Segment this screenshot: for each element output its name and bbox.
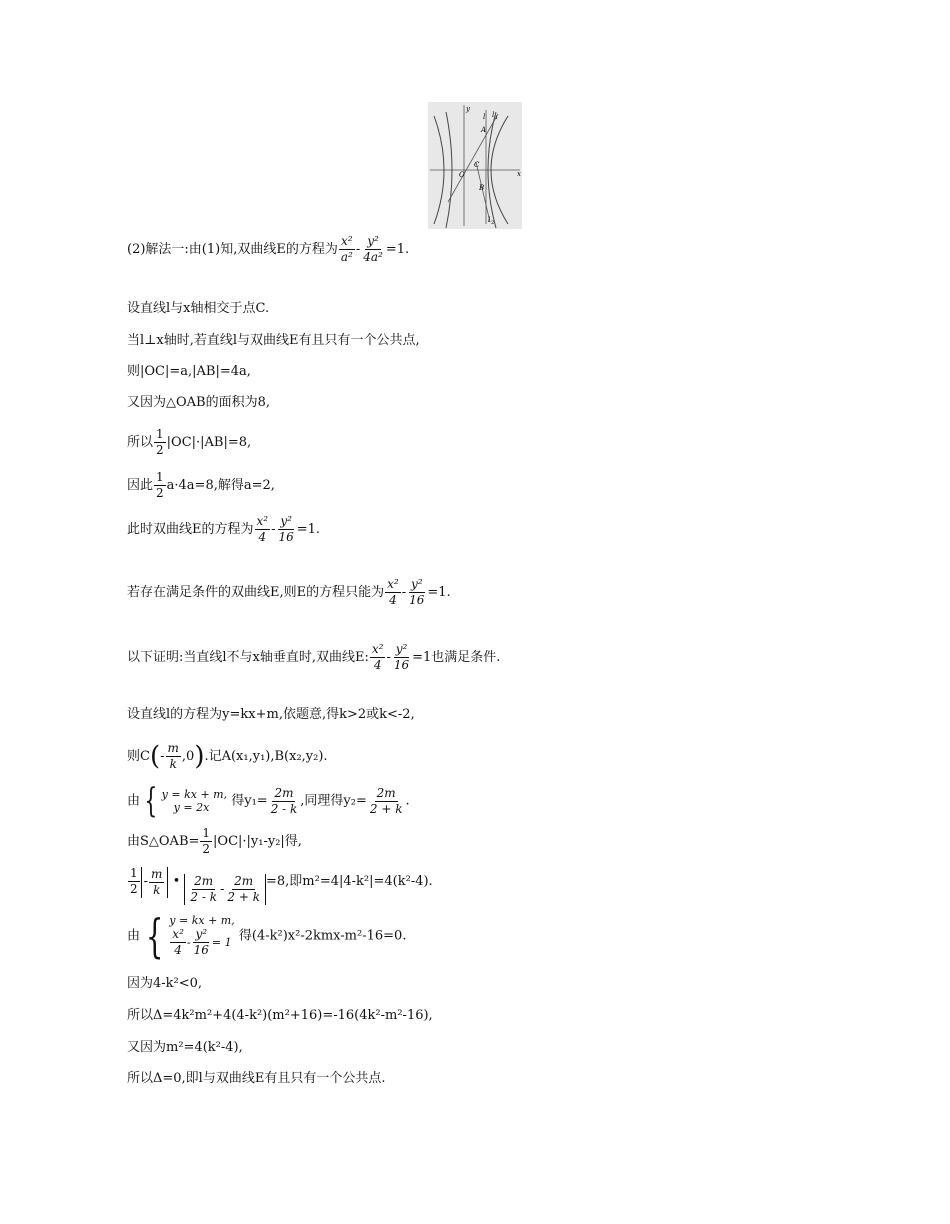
line-3: 当l⊥x轴时,若直线l与双曲线E有且只有一个公共点, [127,333,420,348]
fraction-half: $\frac{1}{2}$ [156,470,164,500]
line-8: 此时双曲线E的方程为 $\frac{\text{x²}}{4}$ - $\frac{\text{y²}}{16}$ =1. [127,514,321,544]
line-7: 因此 $\frac{1}{2}$ a·4a=8,解得a=2, [127,470,275,500]
line-19: 又因为m²=4(k²-4), [127,1040,243,1055]
line-5: 又因为△OAB的面积为8, [127,395,271,410]
label-a: A [481,126,487,134]
asymptote-1 [448,114,498,202]
line-1: (2)解法一:由(1)知,双曲线E的方程为 $\frac{\text{x²}}{\text{a²}}$ - $\frac{\text{y²}}{\text{4a²}}$ =1. [127,234,410,264]
fraction: $\frac{\text{y²}}{\text{4a²}}$ [363,234,383,264]
label-b: B [479,184,485,192]
line-16: 由 { y = kx + m, $\frac{\text{x²}}{4}$ - $\frac{\text{y²}}{16}$ = 1 得(4-k²)x²-2kmx-m²-16=0. [127,909,407,963]
line-4: 则|OC|=a,|AB|=4a, [127,364,251,379]
hyperbola-diagram [428,102,522,229]
label-c: C [474,161,480,169]
label-l1: l [492,111,495,119]
text: (2)解法一:由(1)知,双曲线E的方程为 [127,242,338,257]
line-17: 因为4-k²<0, [127,976,203,991]
label-y: y [466,105,470,113]
equation-system: y = kx + m, $\frac{\text{x²}}{4}$ - $\frac{\text{y²}}{16}$ = 1 [169,914,235,957]
line-2: 设直线l与x轴相交于点C. [127,301,270,316]
label-l1-sub: 1 [495,115,499,121]
line-11: 设直线l的方程为y=kx+m,依题意,得k>2或k<-2, [127,707,415,722]
line-20: 所以Δ=0,即l与双曲线E有且只有一个公共点. [127,1071,386,1086]
label-l2-sub: 2 [491,220,495,226]
line-12: 则C(- $\frac{m}{k}$ ,0).记A(x₁,y₁),B(x₂,y₂). [127,741,328,772]
fraction: $\frac{\text{x²}}{\text{a²}}$ [340,234,353,264]
label-l2: l [488,216,491,224]
line-6: 所以 $\frac{1}{2}$ |OC|·|AB|=8, [127,427,252,457]
hyperbola-figure [428,102,522,229]
line-18: 所以Δ=4k²m²+4(4-k²)(m²+16)=-16(4k²-m²-16), [127,1008,433,1023]
label-l: l [483,113,486,121]
line-9: 若存在满足条件的双曲线E,则E的方程只能为 $\frac{\text{x²}}{4}$ - $\frac{\text{y²}}{16}$ =1. [127,577,451,607]
line-10: 以下证明:当直线l不与x轴垂直时,双曲线E: $\frac{\text{x²}}{4}$ - $\frac{\text{y²}}{16}$ =1也满足条件. [127,642,501,672]
line-15: $\frac{1}{2}$ - $\frac{m}{k}$ • $\frac{2m}{2 - k}$ - $\frac{2m}{2 + k}$ =8,即m²=4|4-k²|=4(k²-4). [130,866,433,904]
line-14: 由S△OAB= $\frac{1}{2}$ |OC|·|y₁-y₂|得, [127,826,302,856]
equation-system: y = kx + m, y = 2x [161,788,228,814]
label-o: O [459,171,465,179]
line-13: 由 { y = kx + m, y = 2x 得y₁= $\frac{2m}{2 - k}$ ,同理得y₂= $\frac{2m}{2 + k}$ . [127,781,410,821]
fraction-half: $\frac{1}{2}$ [156,427,164,457]
label-x: x [517,170,521,178]
